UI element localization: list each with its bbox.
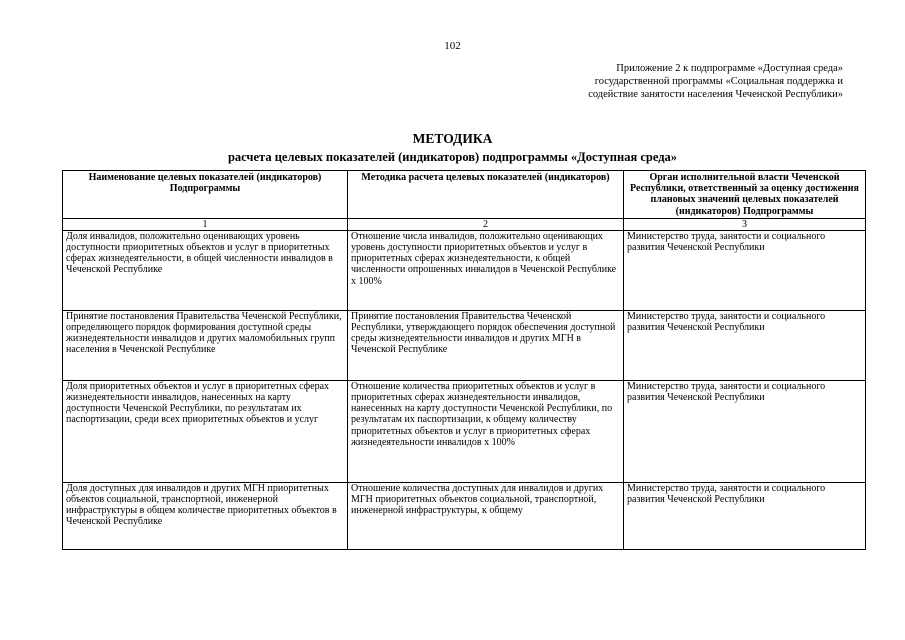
header-responsible-authority: Орган исполнительной власти Чеченской Республики, ответственный за оценку достижения плановых значений целевых показателей (индикаторов) Подпрограммы (624, 171, 866, 219)
table-row (63, 380, 866, 482)
calculation-method-cell: Отношение числа инвалидов, положительно оценивающих уровень доступности приоритетных объектов и услуг в приоритетных сферах жизнедеятельности, к общей численности опрошенных инвалидов в Чеченской Республике х 100% (348, 230, 624, 310)
table-header-row (63, 171, 866, 219)
column-number: 2 (348, 218, 624, 230)
column-number: 1 (63, 218, 348, 230)
methodology-table (62, 170, 866, 550)
appendix-line-3: содействие занятости населения Чеченской Республики» (588, 89, 843, 100)
document-title: МЕТОДИКА (412, 131, 493, 146)
appendix-line-1: Приложение 2 к подпрограмме «Доступная среда» (616, 63, 843, 74)
indicator-name-cell: Доля доступных для инвалидов и других МГН приоритетных объектов социальной, транспортной, инженерной инфраструктуры в общем количестве приоритетных объектов в Чеченской Республике (63, 482, 348, 549)
indicator-name-cell: Принятие постановления Правительства Чеченской Республики, определяющего порядок формирования доступной среды жизнедеятельности инвалидов и других маломобильных групп населения в Чеченской Республике (63, 310, 348, 380)
responsible-authority-cell: Министерство труда, занятости и социального развития Чеченской Республики (624, 310, 866, 380)
calculation-method-cell: Принятие постановления Правительства Чеченской Республики, утверждающего порядок обеспечения доступной среды жизнедеятельности инвалидов и других МГН в Чеченской Республике (348, 310, 624, 380)
appendix-line-2: государственной программы «Социальная поддержка и (594, 76, 843, 87)
table-row (63, 230, 866, 310)
table-row (63, 482, 866, 549)
table-row (63, 310, 866, 380)
responsible-authority-cell: Министерство труда, занятости и социального развития Чеченской Республики (624, 482, 866, 549)
page-number: 102 (444, 40, 461, 52)
indicator-name-cell: Доля инвалидов, положительно оценивающих уровень доступности приоритетных объектов и услуг в приоритетных сферах жизнедеятельности, в общей численности инвалидов в Чеченской Республике (63, 230, 348, 310)
column-number: 3 (624, 218, 866, 230)
responsible-authority-cell: Министерство труда, занятости и социального развития Чеченской Республики (624, 380, 866, 482)
calculation-method-cell: Отношение количества доступных для инвалидов и других МГН приоритетных объектов социальной, транспортной, инженерной инфраструктуры, к общему (348, 482, 624, 549)
calculation-method-cell: Отношение количества приоритетных объектов и услуг в приоритетных сферах жизнедеятельности инвалидов, нанесенных на карту доступности Чеченской Республики, по результатам их паспортизации, к общему количеству приоритетных объектов и услуг в приоритетных сферах жизнедеятельности инвалидов х 100% (348, 380, 624, 482)
appendix-note (588, 62, 843, 101)
document-subtitle: расчета целевых показателей (индикаторов) подпрограммы «Доступная среда» (227, 150, 678, 164)
indicator-name-cell: Доля приоритетных объектов и услуг в приоритетных сферах жизнедеятельности инвалидов, нанесенных на карту доступности Чеченской Республики, по результатам их паспортизации, среди всех приоритетных объектов и услуг (63, 380, 348, 482)
column-number-row (63, 218, 866, 230)
header-indicator-name: Наименование целевых показателей (индикаторов) Подпрограммы (63, 171, 348, 219)
header-calculation-method: Методика расчета целевых показателей (индикаторов) (348, 171, 624, 219)
responsible-authority-cell: Министерство труда, занятости и социального развития Чеченской Республики (624, 230, 866, 310)
